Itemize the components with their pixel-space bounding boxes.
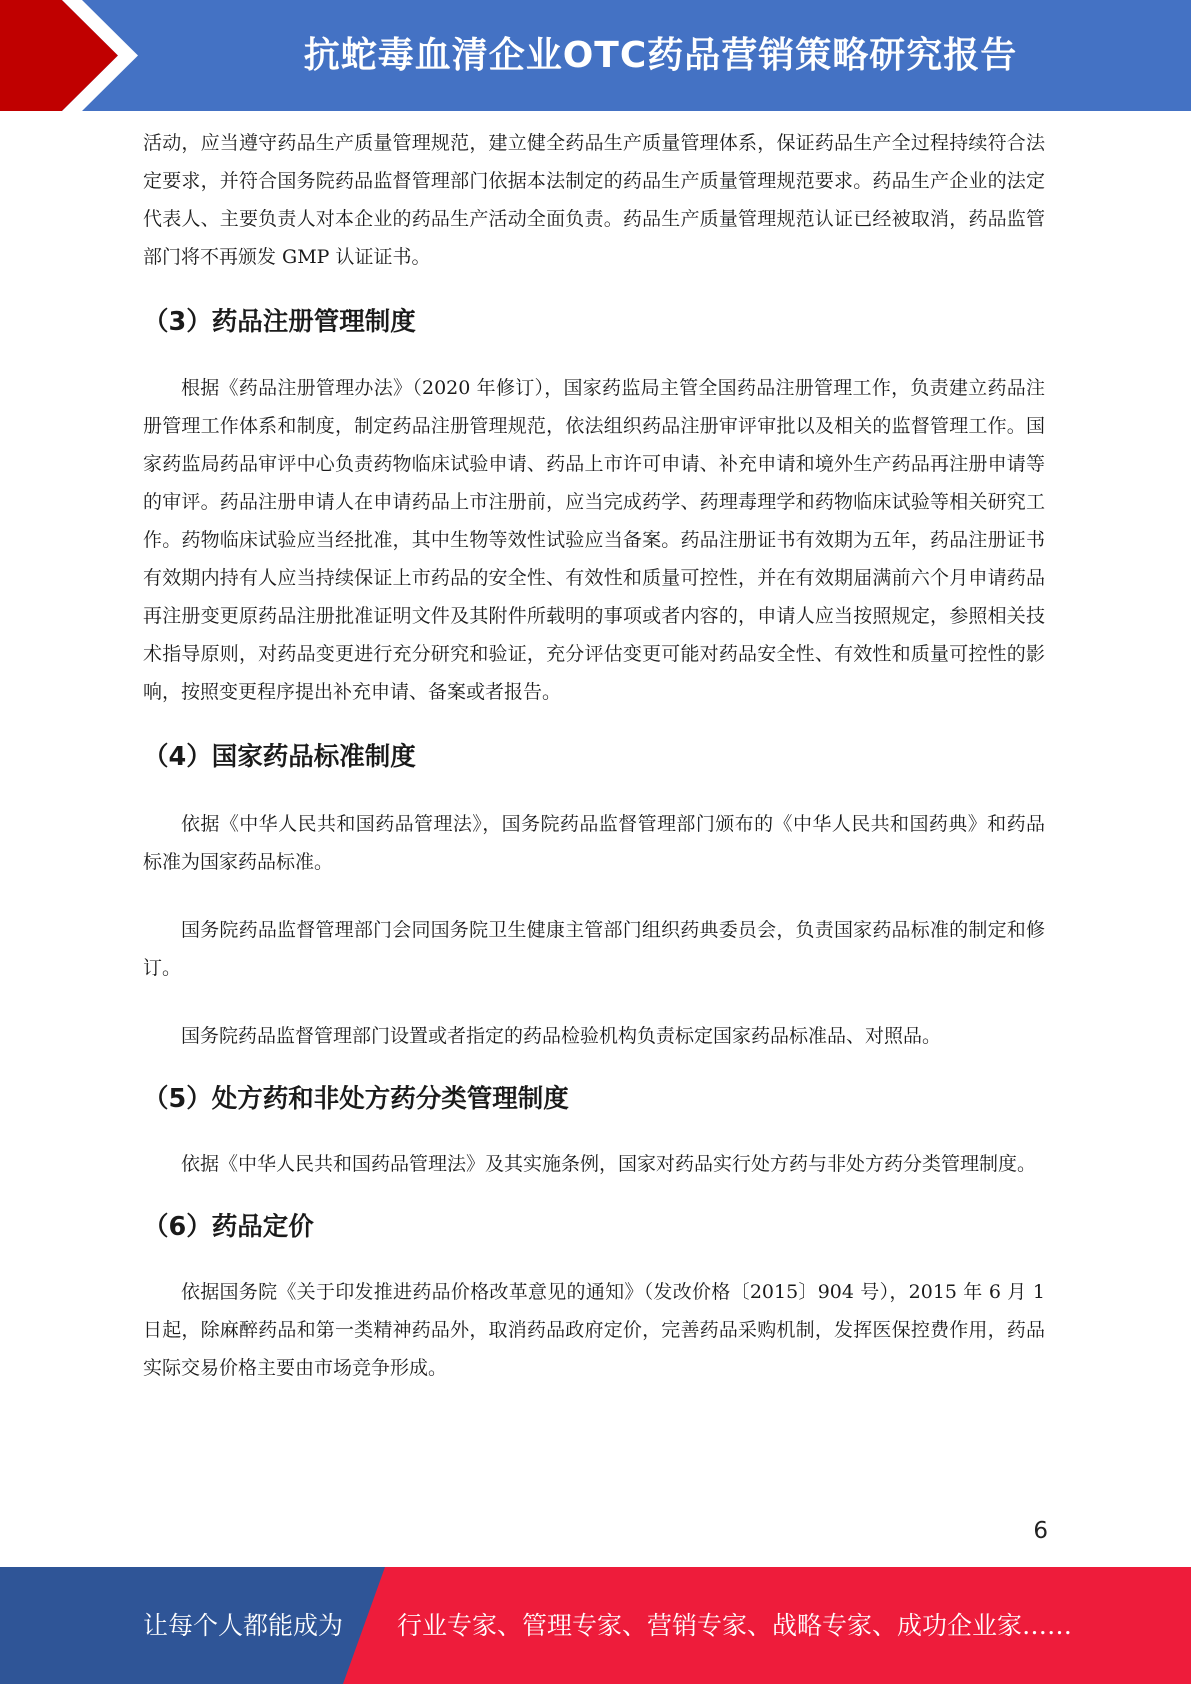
section-5-paragraph: 依据《中华人民共和国药品管理法》及其实施条例，国家对药品实行处方药与非处方药分类管理制度。 — [181, 1153, 1037, 1175]
section-3-paragraph: 根据《药品注册管理办法》（2020 年修订），国家药监局主管全国药品注册管理工作，负责建立药品注册管理工作体系和制度，制定药品注册管理规范，依法组织药品注册审评审批以及相关的监督管理工作。国家药监局药品审评中心负责药物临床试验申请、药品上市许可申请、补充申请和境外生产药品再注册申请等的审评。药品注册申请人在申请药品上市注册前，应当完成药学、药理毒理学和药物临床试验等相关研究工作。药物临床试验应当经批准，其中生物等效性试验应当备案。药品注册证书有效期为五年，药品注册证书有效期内持有人应当持续保证上市药品的安全性、有效性和质量可控性，并在有效期届满前六个月申请药品再注册变更原药品注册批准证明文件及其附件所载明的事项或者内容的，申请人应当按照规定，参照相关技术指导原则，对药品变更进行充分研究和验证，充分评估变更可能对药品安全性、有效性和质量可控性的影响，按照变更程序提出补充申请、备案或者报告。 — [143, 377, 1045, 703]
page-number: 6 — [1033, 1518, 1048, 1544]
section-6-heading: （6）药品定价 — [143, 1212, 314, 1242]
footer-slogan-left: 让每个人都能成为 — [143, 1611, 344, 1640]
section-5-heading: （5）处方药和非处方药分类管理制度 — [143, 1084, 569, 1114]
report-title: 抗蛇毒血清企业OTC药品营销策略研究报告 — [303, 35, 1018, 76]
section-4-paragraph-3: 国务院药品监督管理部门设置或者指定的药品检验机构负责标定国家药品标准品、对照品。 — [181, 1025, 942, 1047]
footer-slogan-right: 行业专家、管理专家、营销专家、战略专家、成功企业家…… — [397, 1611, 1073, 1640]
section-4-paragraph-1: 依据《中华人民共和国药品管理法》，国务院药品监督管理部门颁布的《中华人民共和国药典》和药品标准为国家药品标准。 — [143, 813, 1045, 873]
page-header — [0, 0, 1191, 111]
header-chevron-decoration — [0, 0, 160, 111]
section-4-heading: （4）国家药品标准制度 — [143, 742, 416, 772]
section-3-heading: （3）药品注册管理制度 — [143, 307, 416, 337]
section-6-paragraph: 依据国务院《关于印发推进药品价格改革意见的通知》（发改价格〔2015〕904 号），2015 年 6 月 1 日起，除麻醉药品和第一类精神药品外，取消药品政府定价，完善药品采购机制，发挥医保控费作用，药品实际交易价格主要由市场竞争形成。 — [143, 1281, 1045, 1379]
section-4-paragraph-2: 国务院药品监督管理部门会同国务院卫生健康主管部门组织药典委员会，负责国家药品标准的制定和修订。 — [143, 919, 1045, 979]
page-footer — [0, 1567, 1191, 1684]
intro-paragraph: 活动，应当遵守药品生产质量管理规范，建立健全药品生产质量管理体系，保证药品生产全过程持续符合法定要求，并符合国务院药品监督管理部门依据本法制定的药品生产质量管理规范要求。药品生产企业的法定代表人、主要负责人对本企业的药品生产活动全面负责。药品生产质量管理规范认证已经被取消，药品监管部门将不再颁发 GMP 认证证书。 — [143, 132, 1045, 268]
document-body — [143, 124, 1045, 1387]
